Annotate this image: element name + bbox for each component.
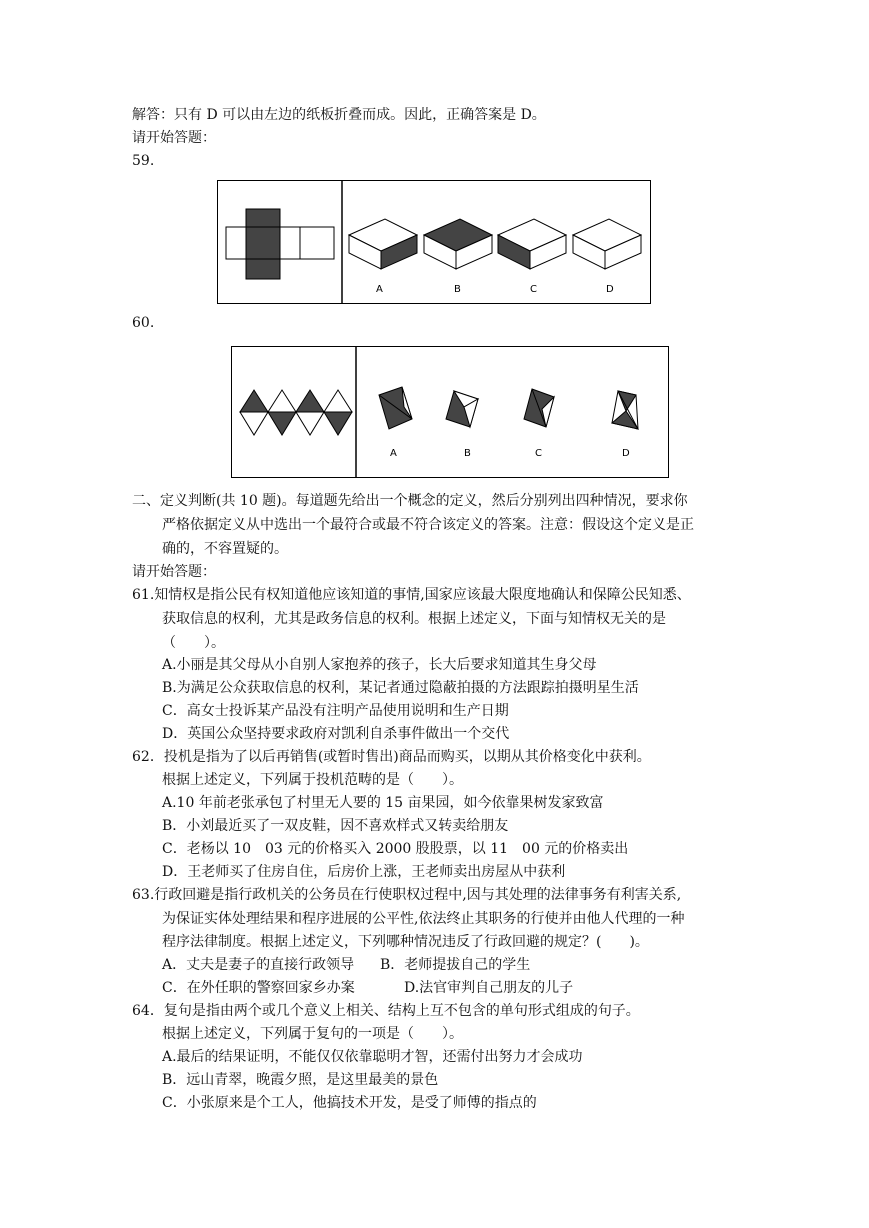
question-62-option-d: D．王老师买了住房自住，后房价上涨，王老师卖出房屋从中获利 xyxy=(162,864,566,880)
start-prompt: 请开始答题： xyxy=(132,130,216,146)
start-prompt: 请开始答题： xyxy=(132,564,216,580)
question-61-stem: 获取信息的权利，尤其是政务信息的权利。根据上述定义，下面与知情权无关的是 xyxy=(162,611,666,627)
question-60-number: 60. xyxy=(132,315,155,331)
question-64-option-c: C．小张原来是个工人，他搞技术开发，是受了师傅的指点的 xyxy=(162,1095,537,1111)
question-63-stem: 为保证实体处理结果和程序进展的公平性,依法终止其职务的行使并由他人代理的一种 xyxy=(162,911,685,927)
question-62-stem: 62．投机是指为了以后再销售(或暂时售出)商品而购买，以期从其价格变化中获利。 xyxy=(132,749,651,765)
question-64-stem: 64．复句是指由两个或几个意义上相关、结构上互不包含的单句形式组成的句子。 xyxy=(132,1003,640,1019)
question-62-stem: 根据上述定义，下列属于投机范畴的是（ ）。 xyxy=(162,772,463,788)
question-61-option-a: A.小丽是其父母从小自别人家抱养的孩子，长大后要求知道其生身父母 xyxy=(162,657,597,673)
question-63-stem: 程序法律制度。根据上述定义，下列哪种情况违反了行政回避的规定？( )。 xyxy=(162,934,649,950)
question-62-option-b: B．小刘最近买了一双皮鞋，因不喜欢样式又转卖给朋友 xyxy=(162,818,509,834)
option-label-d: D xyxy=(606,284,614,295)
question-61-option-d: D．英国公众坚持要求政府对凯利自杀事件做出一个交代 xyxy=(162,726,510,742)
option-label-d: D xyxy=(622,448,630,459)
question-62-option-c: C．老杨以 10 03 元的价格买入 2000 股股票，以 11 00 元的价格卖出 xyxy=(162,841,629,857)
option-c-shape xyxy=(524,389,554,427)
question-61-option-b: B.为满足公众获取信息的权利，某记者通过隐蔽拍摄的方法跟踪拍摄明星生活 xyxy=(162,680,639,696)
question-64-option-a: A.最后的结果证明，不能仅仅依靠聪明才智，还需付出努力才会成功 xyxy=(162,1049,583,1065)
question-63-option-b: B．老师提拔自己的学生 xyxy=(380,957,531,973)
section-2-instructions: 严格依据定义从中选出一个最符合或最不符合该定义的答案。注意：假设这个定义是正 xyxy=(162,517,694,533)
option-d-box xyxy=(573,219,641,269)
option-b-box xyxy=(424,219,492,269)
question-64-option-b: B．远山青翠，晚霞夕照，是这里最美的景色 xyxy=(162,1072,439,1088)
question-61-option-c: C．高女士投诉某产品没有注明产品使用说明和生产日期 xyxy=(162,703,509,719)
option-label-b: B xyxy=(464,448,471,459)
question-63-stem: 63.行政回避是指行政机关的公务员在行使职权过程中,因与其处理的法律事务有利害关系, xyxy=(132,887,682,903)
question-63-option-c: C．在外任职的警察回家乡办案 xyxy=(162,980,355,996)
option-c-box xyxy=(498,219,566,269)
cube-net-diagram xyxy=(226,209,334,279)
section-2-heading: 二、定义判断(共 10 题)。每道题先给出一个概念的定义，然后分别列出四种情况，要求你 xyxy=(132,493,688,509)
question-62-option-a: A.10 年前老张承包了村里无人要的 15 亩果园，如今依靠果树发家致富 xyxy=(162,795,604,811)
option-label-b: B xyxy=(454,284,461,295)
question-63-option-d: D.法官审判自己朋友的儿子 xyxy=(404,980,574,996)
option-label-a: A xyxy=(376,284,383,295)
answer-explanation: 解答：只有 D 可以由左边的纸板折叠而成。因此，正确答案是 D。 xyxy=(132,107,546,123)
question-61-stem: （ ）。 xyxy=(162,635,225,651)
option-a-shape xyxy=(379,387,412,429)
question-64-stem: 根据上述定义，下列属于复句的一项是（ ）。 xyxy=(162,1026,463,1042)
triangle-net-diagram xyxy=(240,390,352,435)
option-a-box xyxy=(349,219,417,269)
option-label-a: A xyxy=(390,448,397,459)
question-63-option-a: A．丈夫是妻子的直接行政领导 xyxy=(162,957,355,973)
option-d-shape xyxy=(612,391,638,429)
option-label-c: C xyxy=(530,284,537,295)
section-2-instructions: 确的，不容置疑的。 xyxy=(162,541,288,557)
question-59-number: 59. xyxy=(132,153,155,169)
option-label-c: C xyxy=(535,448,542,459)
question-59-figure xyxy=(217,180,651,304)
question-61-stem: 61.知情权是指公民有权知道他应该知道的事情,国家应该最大限度地确认和保障公民知悉、 xyxy=(132,587,691,603)
question-60-figure xyxy=(231,346,669,478)
option-b-shape xyxy=(446,391,478,427)
